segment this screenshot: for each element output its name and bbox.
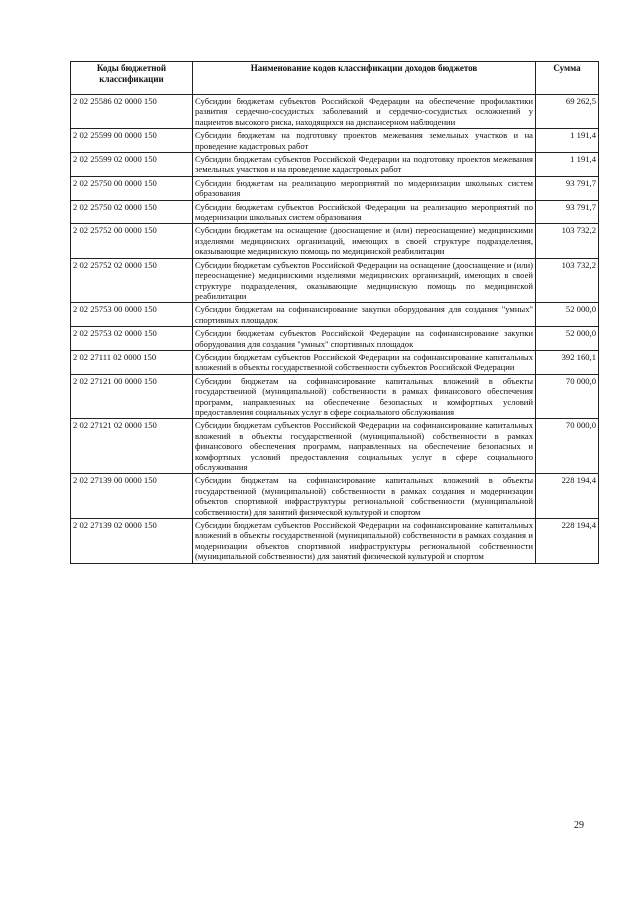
header-code: Коды бюджетной классификации bbox=[71, 62, 193, 95]
table-row bbox=[71, 224, 599, 258]
table-row bbox=[71, 419, 599, 474]
header-sum: Сумма bbox=[536, 62, 599, 95]
classification-name: Субсидии бюджетам на оснащение (дооснащение и (или) переоснащение) медицинскими изделиями медицинских организаций, имеющих в своей структуре подразделения, оказывающие медицинскую помощь по медицинской реабилитации bbox=[193, 224, 536, 258]
classification-name: Субсидии бюджетам субъектов Российской Федерации на софинансирование капитальных вложений в объекты государственной собственности субъектов Российской Федерации bbox=[193, 350, 536, 374]
amount: 52 000,0 bbox=[536, 303, 599, 327]
table-body bbox=[71, 95, 599, 564]
classification-code: 2 02 25753 02 0000 150 bbox=[71, 327, 193, 351]
classification-code: 2 02 25750 00 0000 150 bbox=[71, 176, 193, 200]
classification-code: 2 02 25599 02 0000 150 bbox=[71, 153, 193, 177]
amount: 70 000,0 bbox=[536, 419, 599, 474]
amount: 93 791,7 bbox=[536, 176, 599, 200]
table-row bbox=[71, 153, 599, 177]
amount: 103 732,2 bbox=[536, 224, 599, 258]
table-row bbox=[71, 129, 599, 153]
classification-code: 2 02 25750 02 0000 150 bbox=[71, 200, 193, 224]
classification-name: Субсидии бюджетам субъектов Российской Федерации на реализацию мероприятий по модернизации школьных систем образования bbox=[193, 200, 536, 224]
page-number: 29 bbox=[574, 820, 584, 831]
amount: 392 160,1 bbox=[536, 350, 599, 374]
classification-name: Субсидии бюджетам субъектов Российской Федерации на обеспечение профилактики развития сердечно-сосудистых заболеваний и сердечно-сосудистых осложнений у пациентов высокого риска, находящихся на диспансерном наблюдении bbox=[193, 95, 536, 129]
amount: 228 194,4 bbox=[536, 519, 599, 564]
amount: 103 732,2 bbox=[536, 258, 599, 303]
classification-name: Субсидии бюджетам субъектов Российской Федерации на оснащение (дооснащение и (или) переоснащение) медицинскими изделиями медицинских организаций, имеющих в своей структуре подразделения, оказывающие медицинскую помощь по медицинской реабилитации bbox=[193, 258, 536, 303]
table-row bbox=[71, 176, 599, 200]
classification-code: 2 02 25586 02 0000 150 bbox=[71, 95, 193, 129]
amount: 228 194,4 bbox=[536, 474, 599, 519]
table-row bbox=[71, 303, 599, 327]
table-row bbox=[71, 95, 599, 129]
classification-code: 2 02 27111 02 0000 150 bbox=[71, 350, 193, 374]
classification-name: Субсидии бюджетам субъектов Российской Федерации на софинансирование капитальных вложений в объекты государственной (муниципальной) собственности в рамках финансового обеспечения программ, направленных на обеспечение безопасных и комфортных условий предоставления социальных услуг в сфере социального обслуживания bbox=[193, 419, 536, 474]
amount: 1 191,4 bbox=[536, 153, 599, 177]
classification-code: 2 02 27121 00 0000 150 bbox=[71, 374, 193, 419]
header-name: Наименование кодов классификации доходов бюджетов bbox=[193, 62, 536, 95]
classification-code: 2 02 27139 02 0000 150 bbox=[71, 519, 193, 564]
classification-code: 2 02 25599 00 0000 150 bbox=[71, 129, 193, 153]
table-row bbox=[71, 374, 599, 419]
classification-name: Субсидии бюджетам субъектов Российской Федерации на софинансирование капитальных вложений в объекты государственной (муниципальной) собственности в рамках создания и модернизации объектов спортивной инфраструктуры региональной собственности (муниципальной собственности) для занятий физической культурой и спортом bbox=[193, 519, 536, 564]
amount: 52 000,0 bbox=[536, 327, 599, 351]
table-row bbox=[71, 258, 599, 303]
classification-code: 2 02 25753 00 0000 150 bbox=[71, 303, 193, 327]
table-row bbox=[71, 350, 599, 374]
classification-code: 2 02 25752 02 0000 150 bbox=[71, 258, 193, 303]
classification-code: 2 02 27139 00 0000 150 bbox=[71, 474, 193, 519]
amount: 69 262,5 bbox=[536, 95, 599, 129]
budget-classification-table bbox=[70, 61, 599, 564]
classification-code: 2 02 25752 00 0000 150 bbox=[71, 224, 193, 258]
classification-name: Субсидии бюджетам на софинансирование закупки оборудования для создания "умных" спортивных площадок bbox=[193, 303, 536, 327]
classification-code: 2 02 27121 02 0000 150 bbox=[71, 419, 193, 474]
table-row bbox=[71, 519, 599, 564]
amount: 70 000,0 bbox=[536, 374, 599, 419]
table-row bbox=[71, 474, 599, 519]
classification-name: Субсидии бюджетам на софинансирование капитальных вложений в объекты государственной (муниципальной) собственности в рамках создания и модернизации объектов спортивной инфраструктуры региональной собственности (муниципальной собственности) для занятий физической культурой и спортом bbox=[193, 474, 536, 519]
amount: 93 791,7 bbox=[536, 200, 599, 224]
classification-name: Субсидии бюджетам субъектов Российской Федерации на подготовку проектов межевания земельных участков и на проведение кадастровых работ bbox=[193, 153, 536, 177]
classification-name: Субсидии бюджетам на софинансирование капитальных вложений в объекты государственной (муниципальной) собственности в рамках финансового обеспечения программ, направленных на обеспечение безопасных и комфортных условий предоставления социальных услуг в сфере социального обслуживания bbox=[193, 374, 536, 419]
classification-name: Субсидии бюджетам на подготовку проектов межевания земельных участков и на проведение кадастровых работ bbox=[193, 129, 536, 153]
classification-name: Субсидии бюджетам субъектов Российской Федерации на софинансирование закупки оборудования для создания "умных" спортивных площадок bbox=[193, 327, 536, 351]
classification-name: Субсидии бюджетам на реализацию мероприятий по модернизации школьных систем образования bbox=[193, 176, 536, 200]
table-row bbox=[71, 200, 599, 224]
amount: 1 191,4 bbox=[536, 129, 599, 153]
table-header-row bbox=[71, 62, 599, 95]
table-row bbox=[71, 327, 599, 351]
